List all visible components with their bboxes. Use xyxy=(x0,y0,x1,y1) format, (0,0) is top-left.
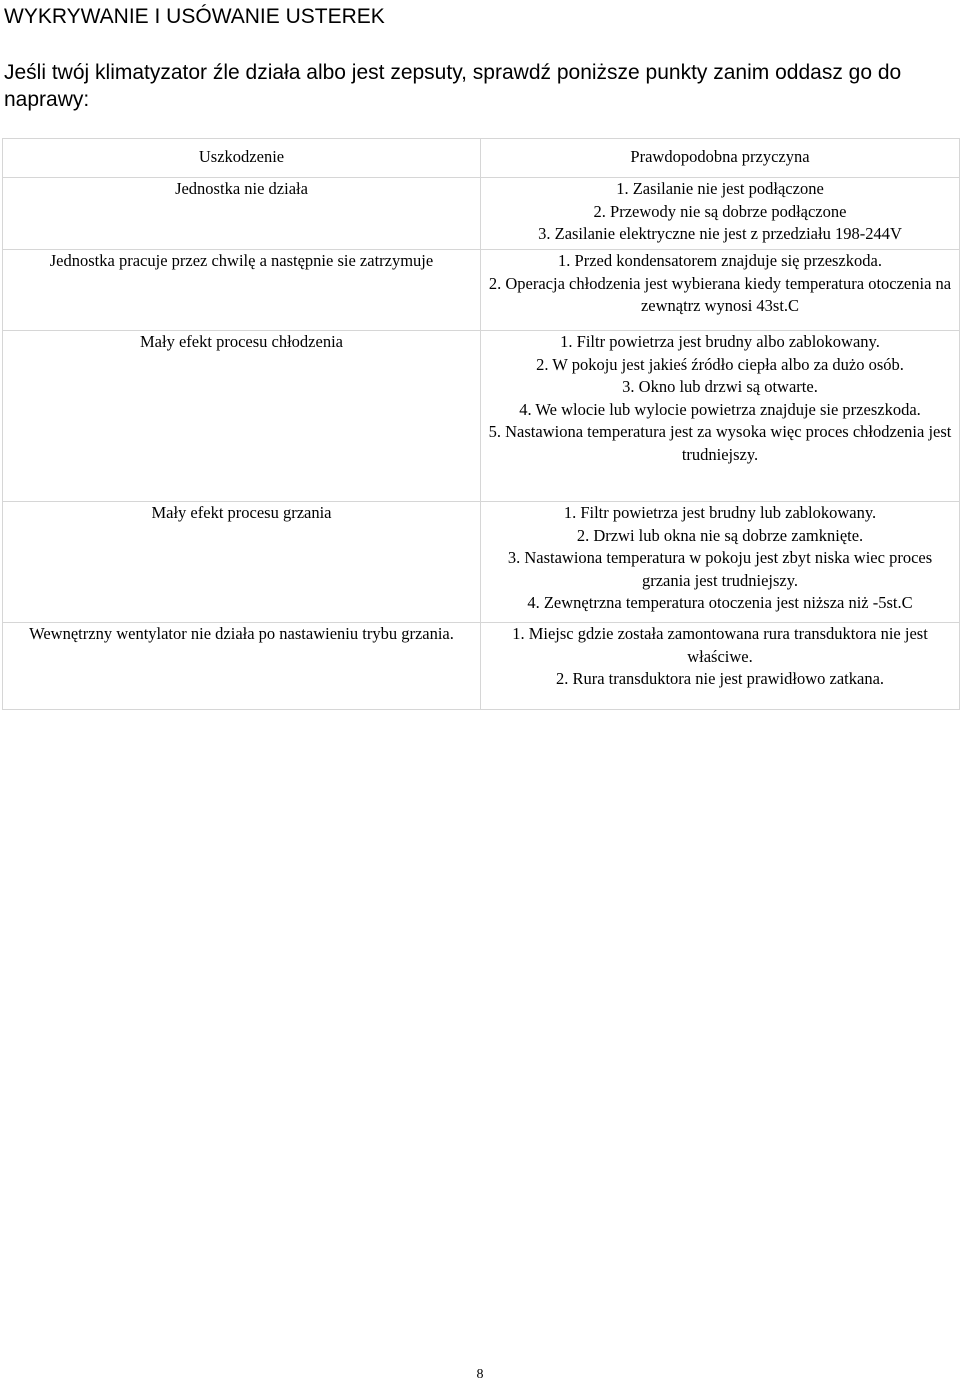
cause-item: 1. Filtr powietrza jest brudny lub zablokowany. xyxy=(563,503,877,522)
fault-text: Mały efekt procesu chłodzenia xyxy=(140,332,343,351)
cause-cell xyxy=(481,250,960,331)
fault-text: Jednostka nie działa xyxy=(175,179,308,198)
cause-item: 1. Przed kondensatorem znajduje się przeszkoda. xyxy=(558,251,882,270)
fault-cell xyxy=(3,502,481,623)
cause-item: 2. Drzwi lub okna nie są dobrze zamknięte. xyxy=(576,525,864,545)
fault-text: Mały efekt procesu grzania xyxy=(151,503,332,522)
table-row xyxy=(3,178,960,250)
header-cause: Prawdopodobna przyczyna xyxy=(630,147,810,166)
cause-item: 2. W pokoju jest jakieś źródło ciepła albo za dużo osób. xyxy=(536,354,904,374)
cause-item: 5. Nastawiona temperatura jest za wysoka więc proces chłodzenia jest trudniejszy. xyxy=(488,422,952,464)
cause-item: 3. Okno lub drzwi są otwarte. xyxy=(622,377,818,396)
cause-item: 4. We wlocie lub wylocie powietrza znajduje sie przeszkoda. xyxy=(519,399,921,419)
table-header-row xyxy=(3,139,960,178)
page-title: WYKRYWANIE I USÓWANIE USTEREK xyxy=(4,5,385,28)
cause-cell xyxy=(481,331,960,502)
cause-item: 1. Zasilanie nie jest podłączone xyxy=(616,179,824,198)
fault-text: Wewnętrzny wentylator nie działa po nastawieniu trybu grzania. xyxy=(29,624,454,643)
cause-item: 3. Zasilanie elektryczne nie jest z przedziału 198-244V xyxy=(538,224,902,243)
intro-paragraph: Jeśli twój klimatyzator źle działa albo jest zepsuty, sprawdź poniższe punkty zanim oddasz go do naprawy: xyxy=(4,61,902,111)
table-row xyxy=(3,250,960,331)
table-row xyxy=(3,502,960,623)
troubleshooting-table xyxy=(2,138,960,710)
fault-text: Jednostka pracuje przez chwilę a następnie sie zatrzymuje xyxy=(49,251,434,270)
cause-item: 2. Rura transduktora nie jest prawidłowo zatkana. xyxy=(555,669,885,688)
page-number: 8 xyxy=(476,1367,484,1382)
fault-cell xyxy=(3,250,481,331)
header-cause-cell xyxy=(481,139,960,178)
header-fault-cell xyxy=(3,139,481,178)
cause-item: 2. Operacja chłodzenia jest wybierana kiedy temperatura otoczenia na zewnątrz wynosi 43st.C xyxy=(488,273,952,315)
cause-item: 1. Miejsc gdzie została zamontowana rura transduktora nie jest właściwe. xyxy=(512,624,928,666)
header-fault: Uszkodzenie xyxy=(198,147,285,166)
fault-cell xyxy=(3,178,481,250)
cause-cell xyxy=(481,502,960,623)
cause-item: 3. Nastawiona temperatura w pokoju jest zbyt niska wiec proces grzania jest trudniejszy. xyxy=(507,548,933,590)
table-row xyxy=(3,623,960,710)
fault-cell xyxy=(3,331,481,502)
cause-item: 4. Zewnętrzna temperatura otoczenia jest niższa niż -5st.C xyxy=(527,593,913,612)
cause-cell xyxy=(481,178,960,250)
cause-item: 2. Przewody nie są dobrze podłączone xyxy=(593,201,847,221)
table-row xyxy=(3,331,960,502)
fault-cell xyxy=(3,623,481,710)
cause-cell xyxy=(481,623,960,710)
cause-item: 1. Filtr powietrza jest brudny albo zablokowany. xyxy=(560,332,880,351)
